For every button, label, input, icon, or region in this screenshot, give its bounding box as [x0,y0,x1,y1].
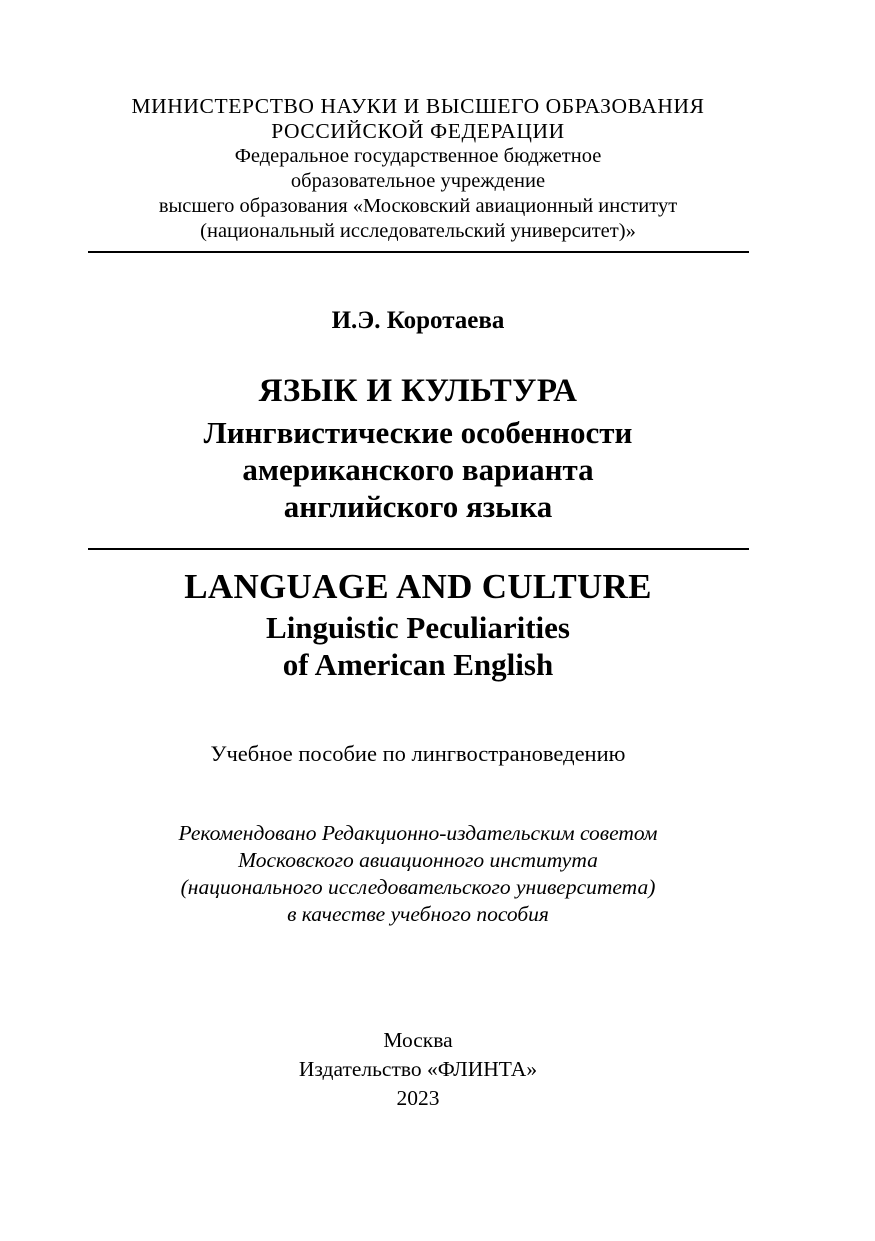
recommendation-line-2: Московского авиационного института [238,848,598,872]
institution-line-4: (национальный исследовательский университет)» [200,220,636,242]
publisher-info [88,1026,748,1113]
ministry-line-2: РОССИЙСКОЙ ФЕДЕРАЦИИ [271,119,565,143]
ministry-line-1: МИНИСТЕРСТВО НАУКИ И ВЫСШЕГО ОБРАЗОВАНИЯ [131,94,705,118]
publication-year: 2023 [396,1086,440,1110]
title-en-sub-line-1: Linguistic Peculiarities [266,610,570,645]
title-ru-sub-line-2: американского варианта [242,452,594,487]
publisher-city: Москва [383,1028,453,1052]
title-divider [88,548,749,550]
textbook-type: Учебное пособие по лингвострановедению [210,741,626,766]
title-russian [88,369,748,525]
title-ru-sub-line-3: английского языка [283,489,553,524]
recommendation-line-1: Рекомендовано Редакционно-издательским советом [178,821,658,845]
recommendation [88,820,748,928]
institution-line-1: Федеральное государственное бюджетное [234,145,602,167]
publisher-name: Издательство «ФЛИНТА» [298,1057,538,1081]
header-divider [88,251,749,253]
author-name: И.Э. Коротаева [331,307,505,334]
recommendation-line-4: в качестве учебного пособия [287,902,549,926]
title-ru-sub-line-1: Лингвистические особенности [203,415,633,450]
title-english [88,565,748,683]
title-ru-main: ЯЗЫК И КУЛЬТУРА [258,373,578,409]
title-en-main: LANGUAGE AND CULTURE [184,567,652,606]
title-en-sub-line-2: of American English [282,647,554,682]
recommendation-line-3: (национального исследовательского университета) [180,875,656,899]
institution-header [88,94,748,244]
institution-line-3: высшего образования «Московский авиационный институт [158,195,678,217]
institution-line-2: образовательное учреждение [290,170,546,192]
